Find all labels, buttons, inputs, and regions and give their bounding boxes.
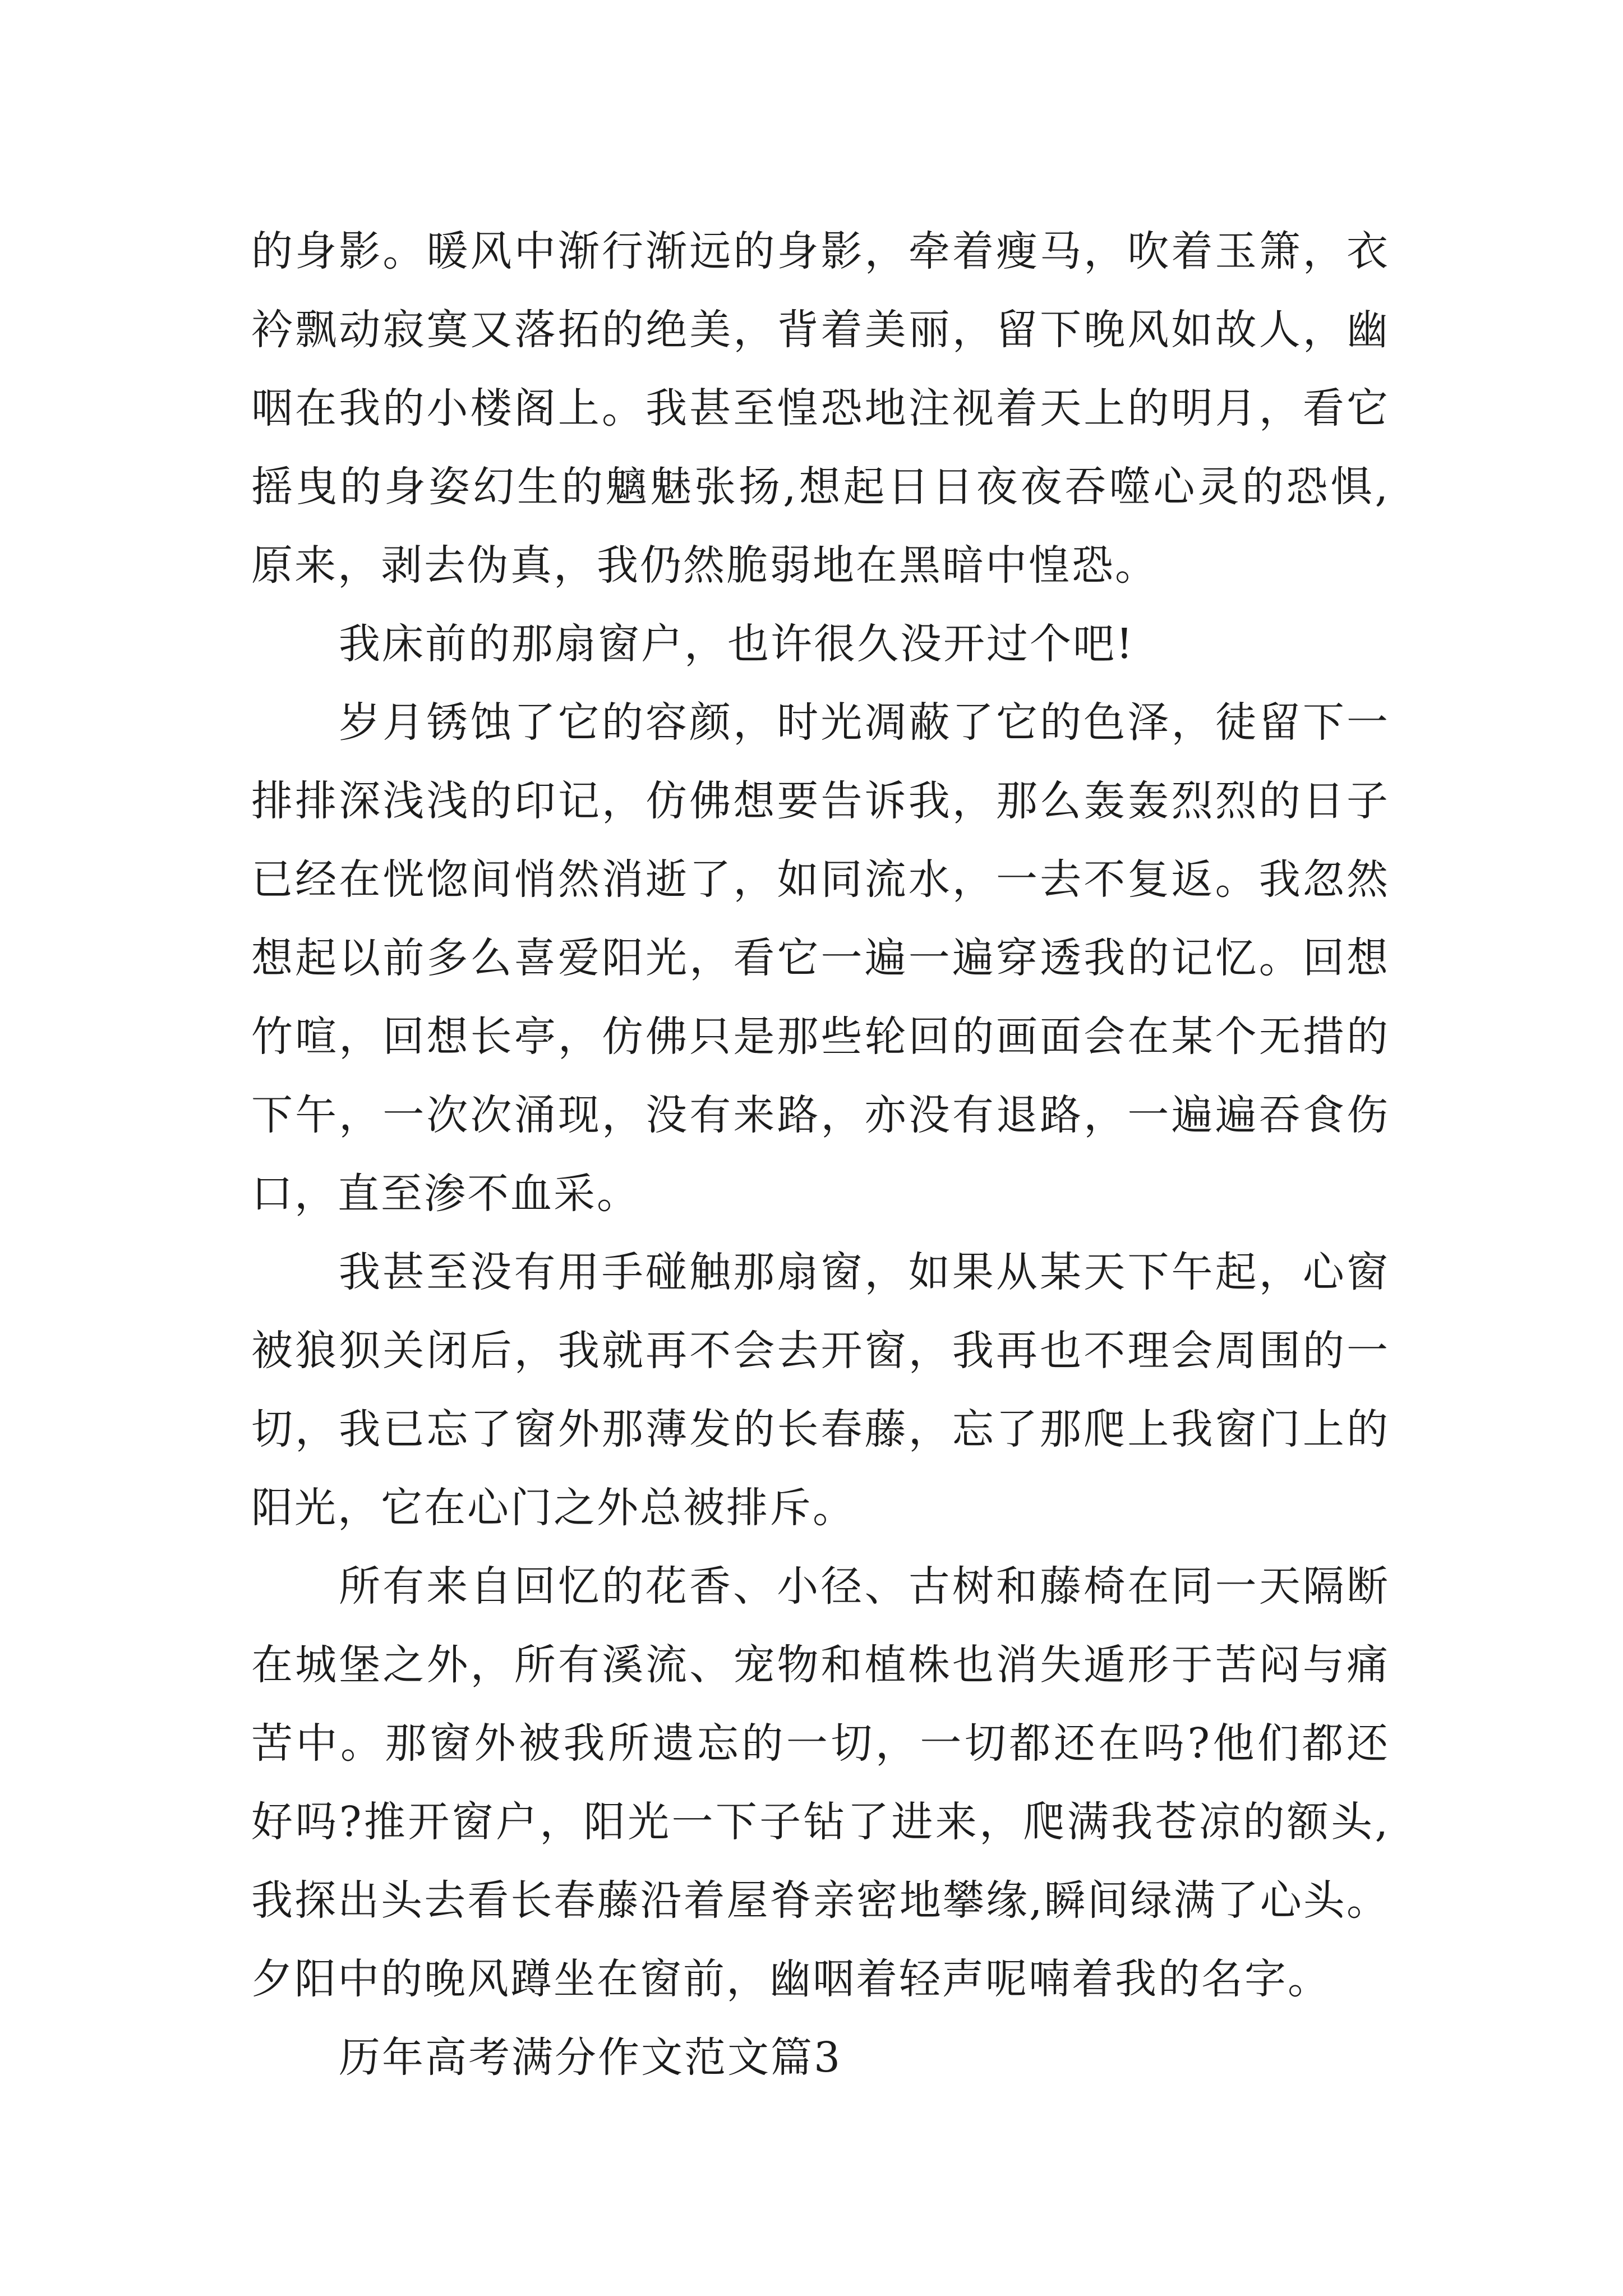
paragraph: 我甚至没有用手碰触那扇窗，如果从某天下午起，心窗被狼狈关闭后，我就再不会去开窗，我再也不理会周围的一切，我已忘了窗外那薄发的长春藤，忘了那爬上我窗门上的阳光，它在心门之外总被排斥。	[251, 1248, 1390, 1532]
document-body	[251, 212, 1390, 2097]
paragraph: 岁月锈蚀了它的容颜，时光凋蔽了它的色泽，徒留下一排排深浅浅的印记，仿佛想要告诉我，那么轰轰烈烈的日子已经在恍惚间悄然消逝了，如同流水，一去不复返。我忽然想起以前多么喜爱阳光，看它一遍一遍穿透我的记忆。回想竹喧，回想长亭，仿佛只是那些轮回的画面会在某个无措的下午，一次次涌现，没有来路，亦没有退路，一遍遍吞食伤口，直至渗不血采。	[251, 698, 1390, 1218]
paragraph-continued: 的身影。暖风中渐行渐远的身影，牵着瘦马，吹着玉箫，衣衿飘动寂寞又落拓的绝美，背着美丽，留下晚风如故人，幽咽在我的小楼阁上。我甚至惶恐地注视着天上的明月，看它摇曳的身姿幻生的魑魅张扬,想起日日夜夜吞噬心灵的恐惧,原来，剥去伪真，我仍然脆弱地在黑暗中惶恐。	[251, 227, 1390, 590]
paragraph: 我床前的那扇窗户，也许很久没开过个吧!	[339, 620, 1135, 668]
section-heading: 历年高考满分作文范文篇3	[339, 2033, 842, 2082]
paragraph: 所有来自回忆的花香、小径、古树和藤椅在同一天隔断在城堡之外，所有溪流、宠物和植株也消失遁形于苦闷与痛苦中。那窗外被我所遗忘的一切，一切都还在吗?他们都还好吗?推开窗户，阳光一下子钻了进来，爬满我苍凉的额头,我探出头去看长春藤沿着屋脊亲密地攀缘,瞬间绿满了心头。夕阳中的晚风蹲坐在窗前，幽咽着轻声呢喃着我的名字。	[251, 1562, 1390, 2003]
